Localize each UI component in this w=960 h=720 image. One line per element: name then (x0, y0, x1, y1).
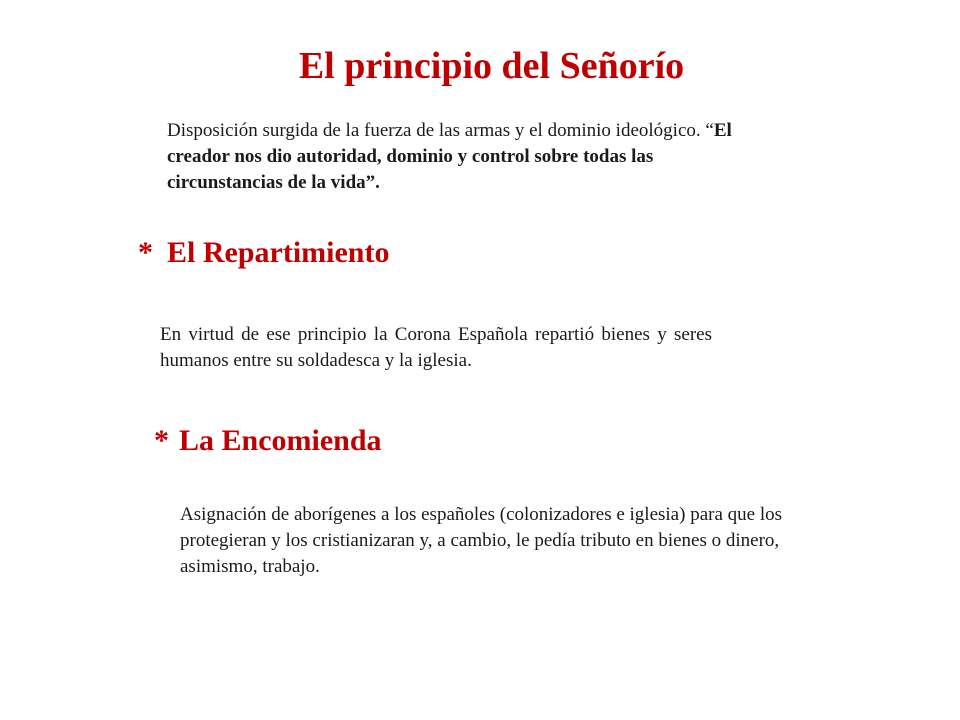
encomienda-paragraph: Asignación de aborígenes a los españoles (colonizadores e iglesia) para que los protegieran y los cristianizaran y, a cambio, le pedía tributo en bienes o dinero, asimismo, trabajo. (180, 504, 782, 577)
section-heading-text: El Repartimiento (167, 236, 390, 269)
section-heading-repartimiento (138, 235, 389, 271)
bullet-asterisk: * (138, 236, 153, 269)
section-heading-text: La Encomienda (179, 424, 382, 457)
section-heading-encomienda (154, 423, 382, 459)
slide-title: El principio del Señorío (298, 45, 685, 87)
repartimiento-paragraph: En virtud de ese principio la Corona Española repartió bienes y seres humanos entre su soldadesca y la iglesia. (160, 324, 712, 371)
intro-bold-quote: El creador nos dio autoridad, dominio y control sobre todas las circunstancias de la vida”. (167, 120, 732, 193)
intro-plain-text: Disposición surgida de la fuerza de las armas y el dominio ideológico. “ (167, 120, 714, 141)
bullet-asterisk: * (154, 424, 169, 457)
intro-paragraph (167, 118, 747, 196)
